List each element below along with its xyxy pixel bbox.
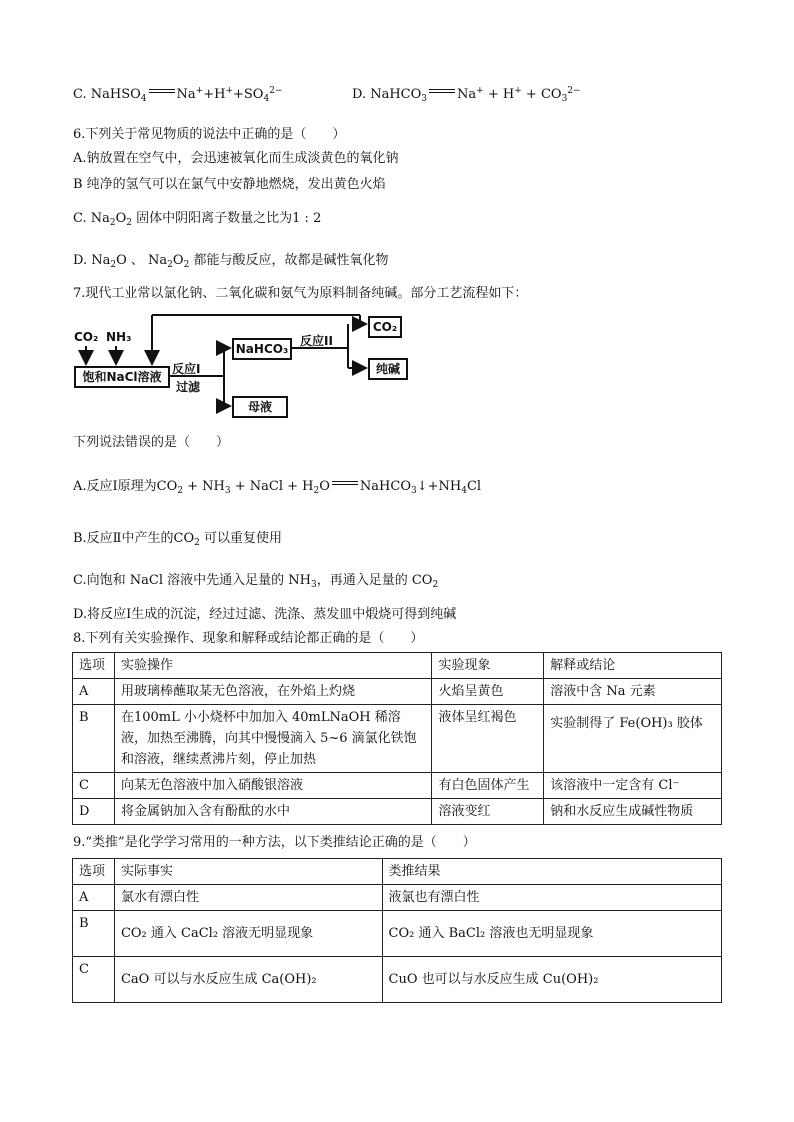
table-cell: B: [73, 911, 115, 957]
table-row: [73, 799, 722, 825]
table-header-row: [73, 653, 722, 679]
table-cell: 在100mL 小小烧杯中加加入 40mLNaOH 稀溶液，加热至沸腾，向其中慢慢滴入 5~6 滴氯化铁饱和溶液，继续煮沸片刻，停止加热: [114, 705, 431, 773]
flow-nh3-input: NH₃: [106, 330, 132, 344]
q7-option-c: C.向饱和 NaCl 溶液中先通入足量的 $NH_3$，再通入足量的 $CO_2$: [73, 573, 439, 590]
table-cell: 向某无色溶液中加入硝酸银溶液: [114, 773, 431, 799]
q5-option-c: C. NaHSO$_4$ $Na^++H^++SO_4^{2-}$: [73, 86, 283, 104]
q7-option-b: B.反应Ⅱ中产生的$CO_2$ 可以重复使用: [73, 531, 283, 548]
header-cell: 类推结果: [382, 859, 721, 885]
table-cell: 氯水有漂白性: [114, 885, 382, 911]
table-cell: CaO 可以与水反应生成 Ca(OH)₂: [114, 957, 382, 1003]
q8-stem: 8.下列有关实验操作、现象和解释或结论都正确的是（ ）: [73, 631, 424, 646]
table-cell: 液体呈红褐色: [432, 705, 544, 773]
q8-table: [72, 652, 722, 825]
q7-option-a: A.反应Ⅰ原理为$CO_2 + NH_3$ + NaCl + $H_2O$ $NaHCO_3↓+NH_4Cl$: [73, 479, 482, 496]
table-row: [73, 885, 722, 911]
flow-saturated-nacl: 饱和NaCl溶液: [74, 366, 170, 388]
header-cell: 实际事实: [114, 859, 382, 885]
q5-option-d: D. NaHCO$_3$ $Na^+ + H^+ + CO_3^{2-}$: [352, 86, 581, 104]
flow-reaction1-label: 反应I: [172, 362, 201, 376]
flow-co2-input: CO₂: [74, 330, 99, 344]
table-cell: CO₂ 通入 CaCl₂ 溶液无明显现象: [114, 911, 382, 957]
q7-question: 下列说法错误的是（ ）: [73, 435, 230, 450]
q7-stem: 7.现代工业常以氯化钠、二氧化碳和氨气为原料制备纯碱。部分工艺流程如下：: [73, 286, 528, 301]
table-header-row: [73, 859, 722, 885]
q6-stem: 6.下列关于常见物质的说法中正确的是（ ）: [73, 127, 346, 142]
table-cell: 溶液中含 Na 元素: [544, 679, 722, 705]
q6-option-c: C. $Na_2O_2$ 固体中阴阳离子数量之比为1 : 2: [73, 211, 322, 228]
q6-option-d: D. $Na_2O$ 、 $Na_2O_2$ 都能与酸反应，故都是碱性氧化物: [73, 253, 389, 270]
q9-table: [72, 858, 722, 1003]
header-cell: 选项: [73, 653, 115, 679]
header-cell: 解释或结论: [544, 653, 722, 679]
q9-stem: 9.“类推”是化学学习常用的一种方法，以下类推结论正确的是（ ）: [73, 835, 476, 850]
table-cell: C: [73, 957, 115, 1003]
flow-soda-ash: 纯碱: [368, 358, 408, 380]
table-row: [73, 911, 722, 957]
table-cell: A: [73, 679, 115, 705]
table-cell: 该溶液中一定含有 Cl⁻: [544, 773, 722, 799]
table-cell: 将金属钠加入含有酚酞的水中: [114, 799, 431, 825]
flow-nahco3: NaHCO₃: [232, 338, 292, 360]
table-row: [73, 705, 722, 773]
q7-option-d: D.将反应Ⅰ生成的沉淀，经过过滤、洗涤、蒸发皿中煅烧可得到纯碱: [73, 607, 457, 622]
table-cell: 液氯也有漂白性: [382, 885, 721, 911]
q6-option-a: A.钠放置在空气中，会迅速被氧化而生成淡黄色的氧化钠: [73, 151, 399, 166]
table-cell: 用玻璃棒蘸取某无色溶液，在外焰上灼烧: [114, 679, 431, 705]
table-row: [73, 773, 722, 799]
flow-filter-label: 过滤: [176, 380, 201, 394]
table-cell: 有白色固体产生: [432, 773, 544, 799]
table-row: [73, 679, 722, 705]
table-row: [73, 957, 722, 1003]
table-cell: 钠和水反应生成碱性物质: [544, 799, 722, 825]
table-cell: CuO 也可以与水反应生成 Cu(OH)₂: [382, 957, 721, 1003]
header-cell: 选项: [73, 859, 115, 885]
table-cell: C: [73, 773, 115, 799]
table-cell: D: [73, 799, 115, 825]
flow-reaction2-label: 反应II: [300, 334, 333, 348]
header-cell: 实验现象: [432, 653, 544, 679]
process-flow-diagram: [72, 312, 412, 422]
flow-mother-liquor: 母液: [232, 396, 288, 418]
table-cell: B: [73, 705, 115, 773]
table-cell: 火焰呈黄色: [432, 679, 544, 705]
q6-option-b: B 纯净的氢气可以在氯气中安静地燃烧，发出黄色火焰: [73, 177, 386, 192]
table-cell: 实验制得了 Fe(OH)₃ 胶体: [544, 705, 722, 773]
table-cell: CO₂ 通入 BaCl₂ 溶液也无明显现象: [382, 911, 721, 957]
header-cell: 实验操作: [114, 653, 431, 679]
flow-co2-output: CO₂: [368, 316, 402, 338]
table-cell: 溶液变红: [432, 799, 544, 825]
table-cell: A: [73, 885, 115, 911]
